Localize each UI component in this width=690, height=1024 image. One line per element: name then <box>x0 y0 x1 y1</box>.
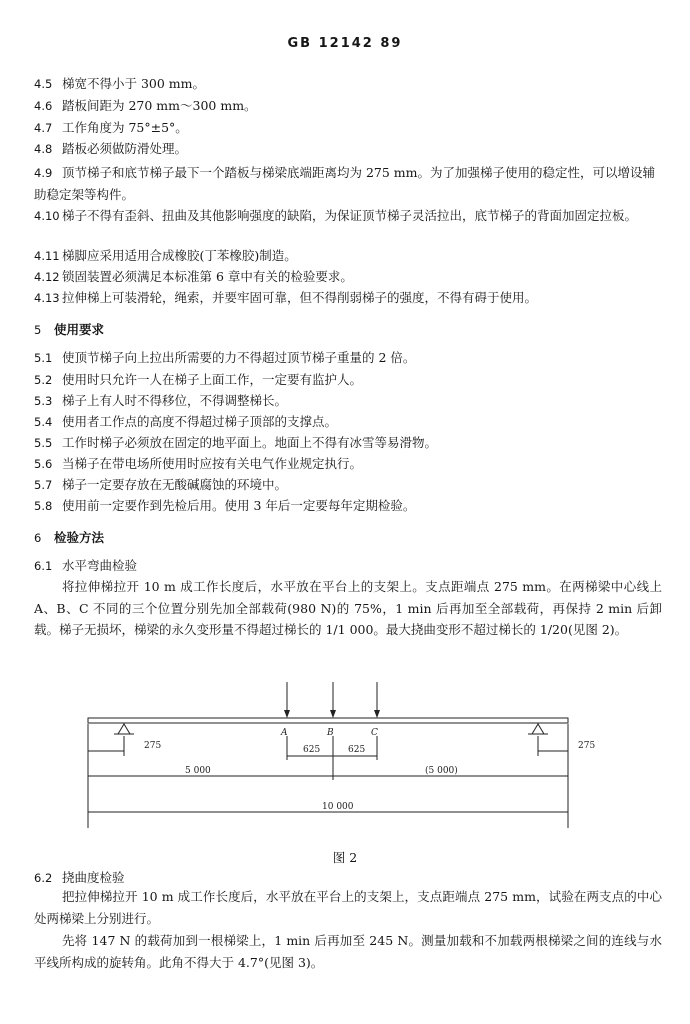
clause-text: 梯子上有人时不得移位，不得调整梯长。 <box>62 393 288 408</box>
dim-ab: 625 <box>303 745 321 755</box>
clause-5-3 <box>34 393 659 409</box>
clause-4-11 <box>34 248 659 264</box>
dim-total: 10 000 <box>322 802 354 812</box>
clause-4-5 <box>34 76 659 92</box>
clause-text: 工作时梯子必须放在固定的地平面上。地面上不得有冰雪等易滑物。 <box>62 435 438 450</box>
clause-5-6 <box>34 456 659 472</box>
paragraph-6-2-a: 把拉伸梯拉开 10 m 成工作长度后，水平放在平台上的支架上，支点距端点 275 mm，试验在两支点的中心处两梯梁上分别进行。 <box>34 889 662 926</box>
paragraph-6-1: 将拉伸梯拉开 10 m 成工作长度后，水平放在平台上的支架上。支点距端点 275 mm。在两梯梁中心线上 A、B、C 不同的三个位置分别先加全部载荷(980 N)的 75%，1 min 后再加至全部载荷，再保持 2 min 后卸载。梯子无损坏，梯梁的永久变形量不得超过梯长的 1/1 000。最大挠曲变形不超过梯长的 1/20(见图 2)。 <box>34 579 662 637</box>
dim-bc: 625 <box>348 745 366 755</box>
label-a: A <box>281 728 288 738</box>
clause-number: 4.12 <box>34 270 60 284</box>
ladder-beam <box>88 718 568 723</box>
clause-4-10 <box>34 205 659 227</box>
subsection-6-1-heading <box>34 558 659 574</box>
clause-5-7 <box>34 477 659 493</box>
clause-4-6 <box>34 98 659 114</box>
clause-text: 踏板必须做防滑处理。 <box>62 141 188 156</box>
section-title: 检验方法 <box>54 530 105 545</box>
clause-text: 梯宽不得小于 300 mm。 <box>62 76 206 91</box>
subsection-6-2-heading <box>34 870 659 886</box>
clause-text: 工作角度为 75°±5°。 <box>62 120 188 135</box>
clause-text: 拉伸梯上可装滑轮，绳索，并要牢固可靠，但不得削弱梯子的强度，不得有碍于使用。 <box>62 290 538 305</box>
clause-number: 5.1 <box>34 351 53 365</box>
clause-text: 梯脚应采用适用合成橡胶(丁苯橡胶)制造。 <box>62 248 297 263</box>
clause-text: 锁固装置必须满足本标准第 6 章中有关的检验要求。 <box>62 269 353 284</box>
clause-4-13 <box>34 290 659 306</box>
section-5-heading <box>34 322 659 338</box>
clause-number: 4.10 <box>34 209 60 223</box>
figure-2-diagram <box>0 676 690 846</box>
clause-text: 使用时只允许一人在梯子上面工作，一定要有监护人。 <box>62 372 363 387</box>
section-6-heading <box>34 530 659 546</box>
clause-number: 4.7 <box>34 121 53 135</box>
clause-number: 5.3 <box>34 394 53 408</box>
section-number: 6 <box>34 531 42 545</box>
clause-number: 5.7 <box>34 478 53 492</box>
clause-text: 当梯子在带电场所使用时应按有关电气作业规定执行。 <box>62 456 363 471</box>
dim-left-half: 5 000 <box>185 766 211 776</box>
clause-text: 梯子不得有歪斜、扭曲及其他影响强度的缺陷，为保证顶节梯子灵活拉出，底节梯子的背面加固定拉板。 <box>62 208 638 223</box>
clause-text: 使用者工作点的高度不得超过梯子顶部的支撑点。 <box>62 414 338 429</box>
dim-right-half: (5 000) <box>425 766 458 776</box>
left-support <box>118 724 130 734</box>
clause-text: 梯子一定要存放在无酸碱腐蚀的环境中。 <box>62 477 288 492</box>
label-b: B <box>327 728 334 738</box>
section-number: 5 <box>34 323 42 337</box>
clause-number: 5.5 <box>34 436 53 450</box>
section-title: 使用要求 <box>54 322 105 337</box>
clause-number: 4.13 <box>34 291 60 305</box>
clause-text: 使顶节梯子向上拉出所需要的力不得超过顶节梯子重量的 2 倍。 <box>62 350 416 365</box>
clause-number: 4.9 <box>34 166 53 180</box>
clause-number: 5.2 <box>34 373 53 387</box>
dim-left-end: 275 <box>144 741 162 751</box>
clause-5-8 <box>34 498 659 514</box>
clause-number: 4.6 <box>34 99 53 113</box>
clause-5-5 <box>34 435 659 451</box>
right-support <box>532 724 544 734</box>
dim-right-end: 275 <box>578 741 596 751</box>
label-c: C <box>371 728 378 738</box>
figure-caption: 图 2 <box>332 850 358 865</box>
clause-5-2 <box>34 372 659 388</box>
clause-5-1 <box>34 350 659 366</box>
subsection-number: 6.1 <box>34 559 53 573</box>
clause-4-9 <box>34 162 659 205</box>
subsection-title: 水平弯曲检验 <box>62 558 138 573</box>
clause-number: 4.5 <box>34 77 53 91</box>
subsection-title: 挠曲度检验 <box>62 870 125 885</box>
clause-4-12 <box>34 269 659 285</box>
clause-number: 4.11 <box>34 249 60 263</box>
clause-number: 5.6 <box>34 457 53 471</box>
clause-text: 踏板间距为 270 mm～300 mm。 <box>62 98 257 113</box>
paragraph-6-2-b: 先将 147 N 的载荷加到一根梯梁上，1 min 后再加至 245 N。测量加载和不加载两根梯梁之间的连线与水平线所构成的旋转角。此角不得大于 4.7°(见图 3)。 <box>34 933 662 970</box>
page-header: GB 12142 89 <box>287 36 403 51</box>
clause-4-7 <box>34 120 659 136</box>
clause-5-4 <box>34 414 659 430</box>
clause-text: 使用前一定要作到先检后用。使用 3 年后一定要每年定期检验。 <box>62 498 416 513</box>
clause-number: 5.8 <box>34 499 53 513</box>
clause-number: 4.8 <box>34 142 53 156</box>
subsection-number: 6.2 <box>34 871 53 885</box>
clause-text: 顶节梯子和底节梯子最下一个踏板与梯梁底端距离均为 275 mm。为了加强梯子使用的稳定性，可以增设辅助稳定架等构件。 <box>34 165 656 202</box>
clause-number: 5.4 <box>34 415 53 429</box>
clause-4-8 <box>34 141 659 157</box>
